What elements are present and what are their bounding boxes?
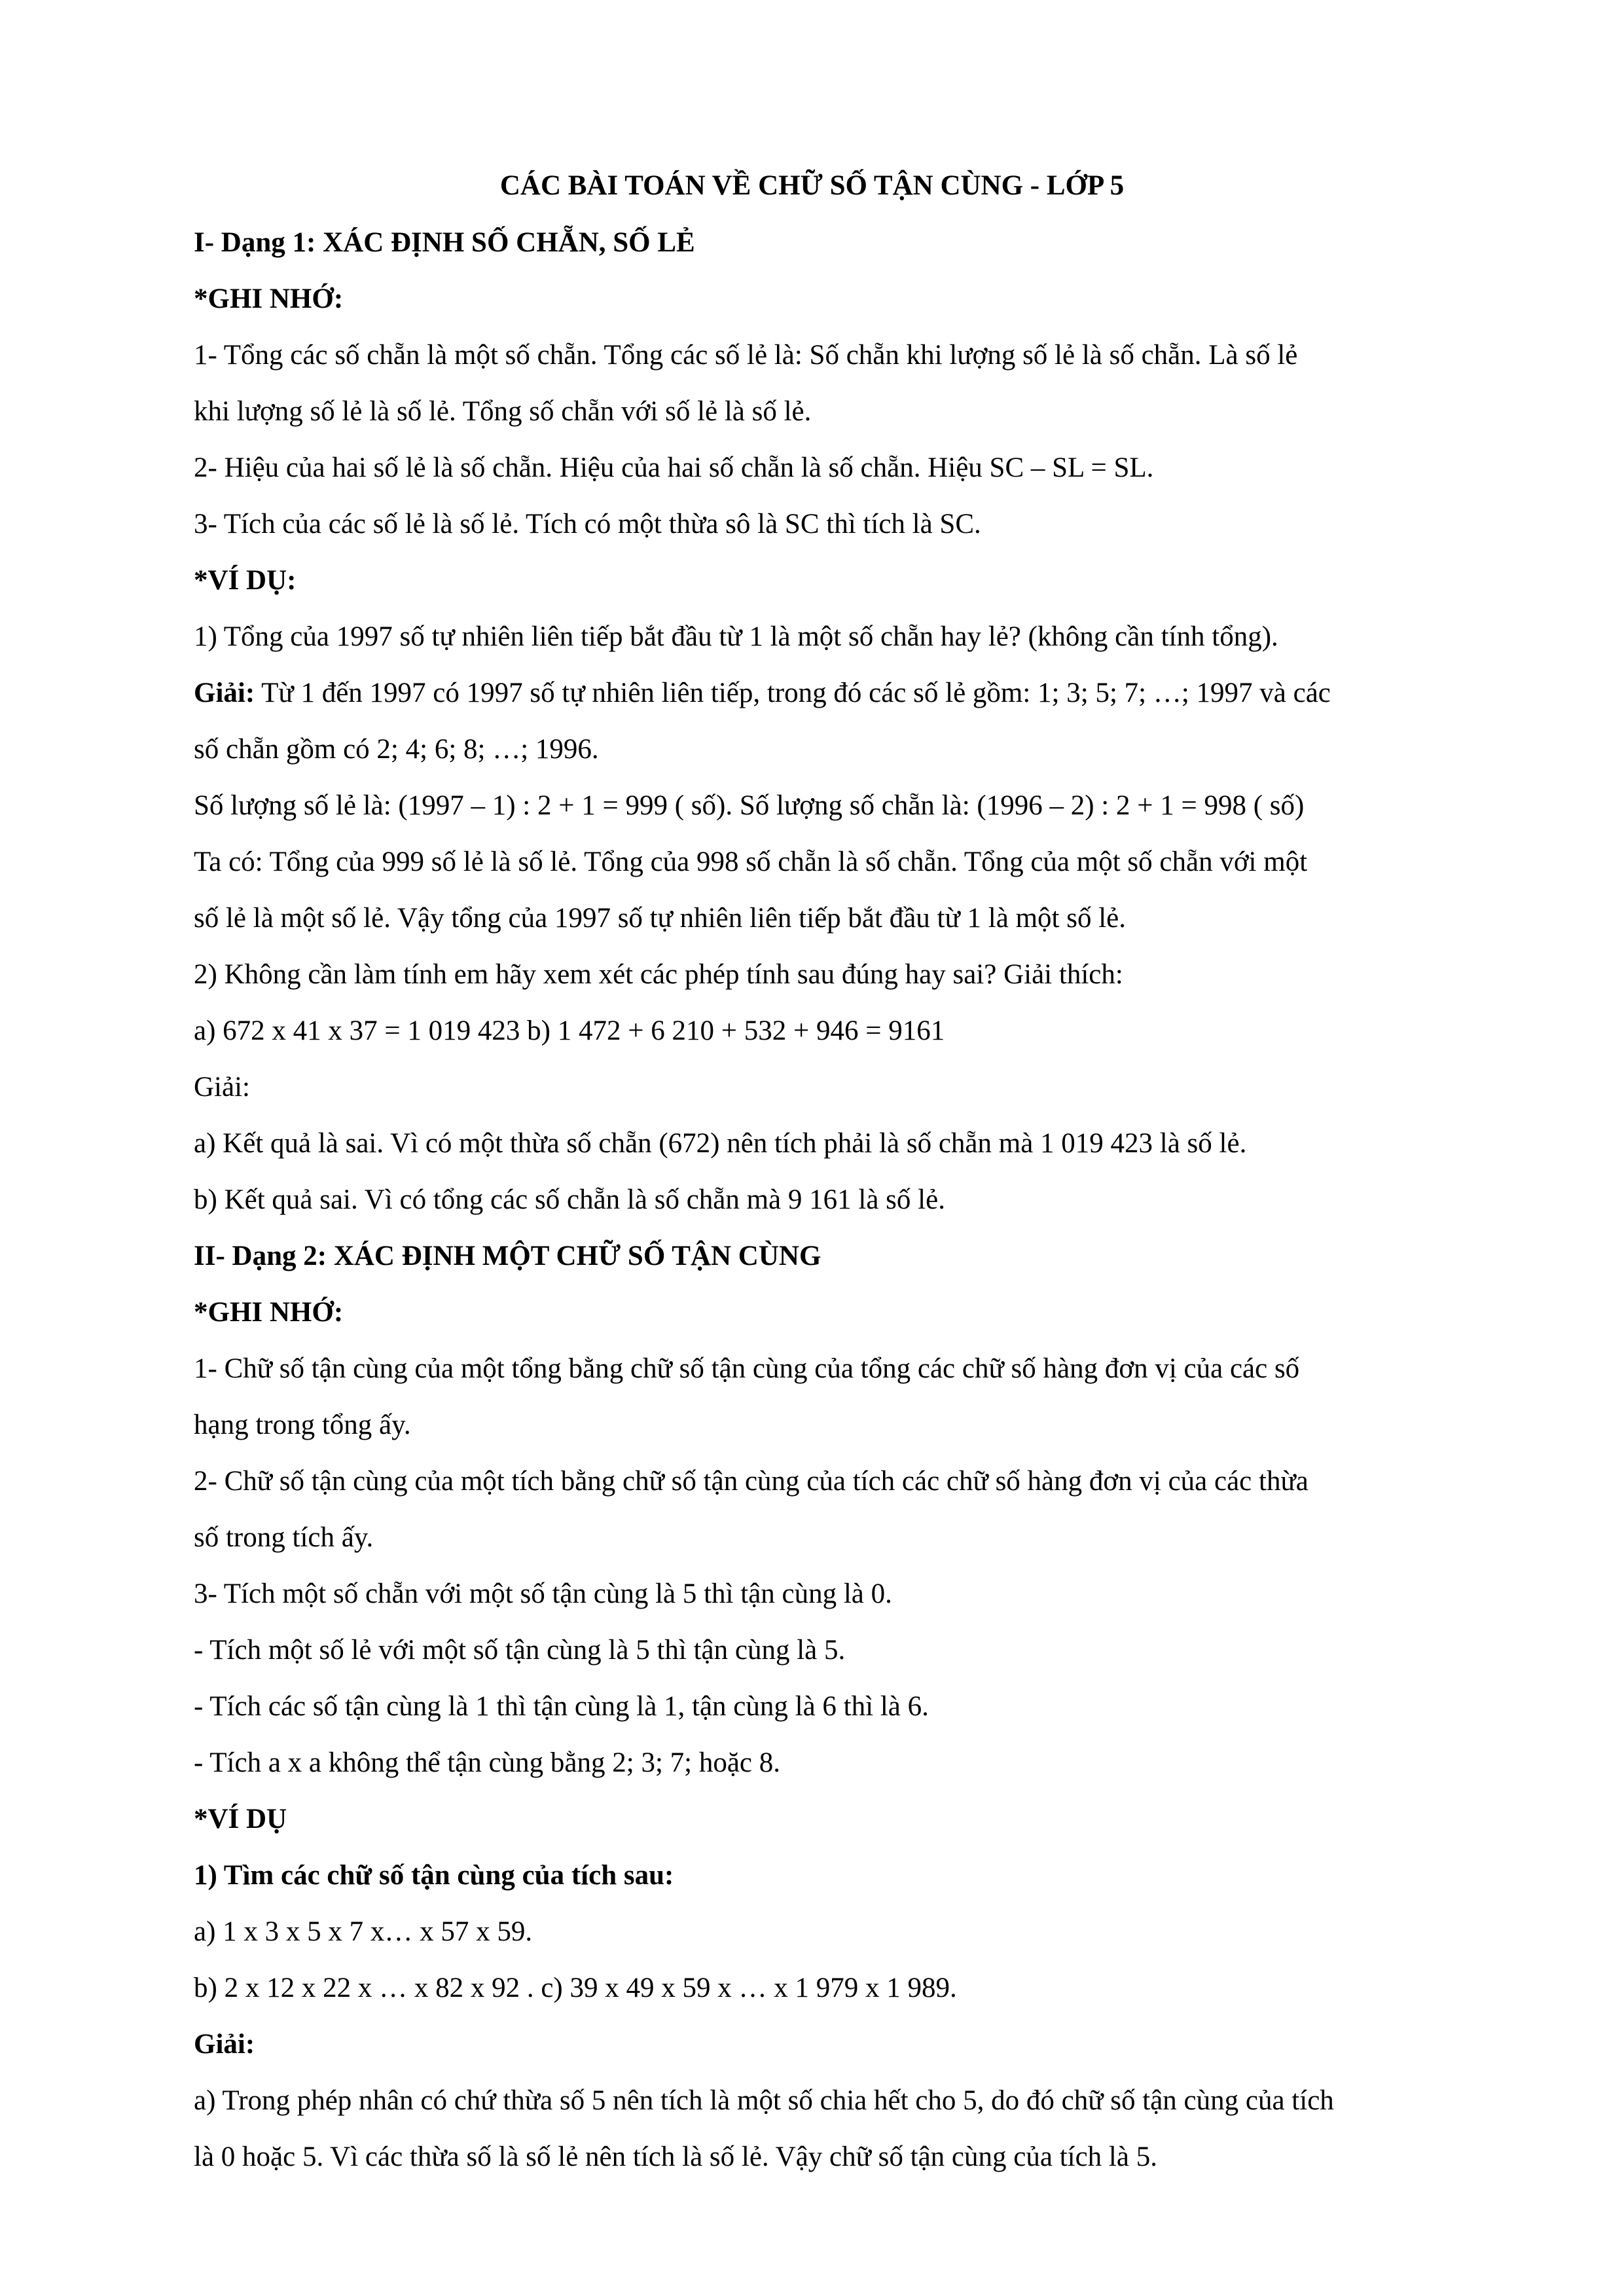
section1-example1-line: số lẻ là một số lẻ. Vậy tổng của 1997 số tự nhiên liên tiếp bắt đầu từ 1 là một số lẻ. <box>194 903 1126 934</box>
section2-ghi-nho-label: *GHI NHỚ: <box>194 1297 344 1328</box>
section2-rule-line: - Tích một số lẻ với một số tận cùng là 5 thì tận cùng là 5. <box>194 1635 846 1666</box>
section1-rule-line: 1- Tổng các số chẵn là một số chẵn. Tổng các số lẻ là: Số chẵn khi lượng số lẻ là số chẵn. Là số lẻ <box>194 340 1298 371</box>
section1-example1-line: số chẵn gồm có 2; 4; 6; 8; …; 1996. <box>194 734 599 765</box>
page-title: CÁC BÀI TOÁN VỀ CHỮ SỐ TẬN CÙNG - LỚP 5 <box>499 170 1125 201</box>
section1-rule-line: 3- Tích của các số lẻ là số lẻ. Tích có một thừa sô là SC thì tích là SC. <box>194 509 981 539</box>
section2-example1-item: a) 1 x 3 x 5 x 7 x… x 57 x 59. <box>194 1916 533 1947</box>
section1-example2-answer: a) Kết quả là sai. Vì có một thừa số chẵn (672) nên tích phải là số chẵn mà 1 019 423 là số lẻ. <box>194 1128 1247 1159</box>
section2-example1-item: b) 2 x 12 x 22 x … x 82 x 92 . c) 39 x 49 x 59 x … x 1 979 x 1 989. <box>194 1973 957 2003</box>
section1-example1-question: 1) Tổng của 1997 số tự nhiên liên tiếp bắt đầu từ 1 là một số chẵn hay lẻ? (không cần tính tổng). <box>194 621 1278 652</box>
section1-example1-line: Ta có: Tổng của 999 số lẻ là số lẻ. Tổng của 998 số chẵn là số chẵn. Tổng của một số chẵn với một <box>194 847 1308 877</box>
section2-rule-line: 1- Chữ số tận cùng của một tổng bằng chữ số tận cùng của tổng các chữ số hàng đơn vị của các số <box>194 1353 1300 1384</box>
section2-rule-line: hạng trong tổng ấy. <box>194 1410 411 1440</box>
section1-example1-line: Số lượng số lẻ là: (1997 – 1) : 2 + 1 = 999 ( số). Số lượng số chẵn là: (1996 – 2) : 2 + 1 = 998 ( số) <box>194 790 1305 821</box>
solution-label: Giải: <box>194 678 255 708</box>
section2-example1-solution-line: a) Trong phép nhân có chứ thừa số 5 nên tích là một số chia hết cho 5, do đó chữ số tận cùng của tích <box>194 2085 1334 2116</box>
section1-heading: I- Dạng 1: XÁC ĐỊNH SỐ CHẴN, SỐ LẺ <box>194 227 695 258</box>
section1-example2-items: a) 672 x 41 x 37 = 1 019 423 b) 1 472 + 6 210 + 532 + 946 = 9161 <box>194 1015 945 1046</box>
section2-rule-line: - Tích a x a không thể tận cùng bằng 2; 3; 7; hoặc 8. <box>194 1747 781 1778</box>
section1-example2-question: 2) Không cần làm tính em hãy xem xét các phép tính sau đúng hay sai? Giải thích: <box>194 959 1123 990</box>
section1-rule-line: khi lượng số lẻ là số lẻ. Tổng số chẵn với số lẻ là số lẻ. <box>194 396 812 427</box>
section2-example1-solution-label: Giải: <box>194 2029 255 2060</box>
section1-example2-solution-label: Giải: <box>194 1072 250 1102</box>
section1-vi-du-label: *VÍ DỤ: <box>194 565 297 596</box>
section2-vi-du-label: *VÍ DỤ <box>194 1804 287 1834</box>
section2-heading: II- Dạng 2: XÁC ĐỊNH MỘT CHỮ SỐ TẬN CÙNG <box>194 1241 821 1271</box>
section2-example1-question: 1) Tìm các chữ số tận cùng của tích sau: <box>194 1860 674 1891</box>
section2-example1-solution-line: là 0 hoặc 5. Vì các thừa số là số lẻ nên tích là số lẻ. Vậy chữ số tận cùng của tích là 5. <box>194 2141 1157 2172</box>
section1-rule-line: 2- Hiệu của hai số lẻ là số chẵn. Hiệu của hai số chẵn là số chẵn. Hiệu SC – SL = SL. <box>194 452 1154 483</box>
section1-example1-solution-line <box>194 676 1496 710</box>
section1-example2-answer: b) Kết quả sai. Vì có tổng các số chẵn là số chẵn mà 9 161 là số lẻ. <box>194 1184 945 1215</box>
section2-rule-line: số trong tích ấy. <box>194 1522 374 1553</box>
section2-rule-line: 3- Tích một số chẵn với một số tận cùng là 5 thì tận cùng là 0. <box>194 1578 892 1609</box>
section2-rule-line: - Tích các số tận cùng là 1 thì tận cùng là 1, tận cùng là 6 thì là 6. <box>194 1691 929 1722</box>
section2-rule-line: 2- Chữ số tận cùng của một tích bằng chữ số tận cùng của tích các chữ số hàng đơn vị của các thừa <box>194 1466 1308 1497</box>
solution-text: Từ 1 đến 1997 có 1997 số tự nhiên liên tiếp, trong đó các số lẻ gồm: 1; 3; 5; 7; …; 1997 và các <box>255 678 1331 708</box>
section1-ghi-nho-label: *GHI NHỚ: <box>194 283 344 314</box>
